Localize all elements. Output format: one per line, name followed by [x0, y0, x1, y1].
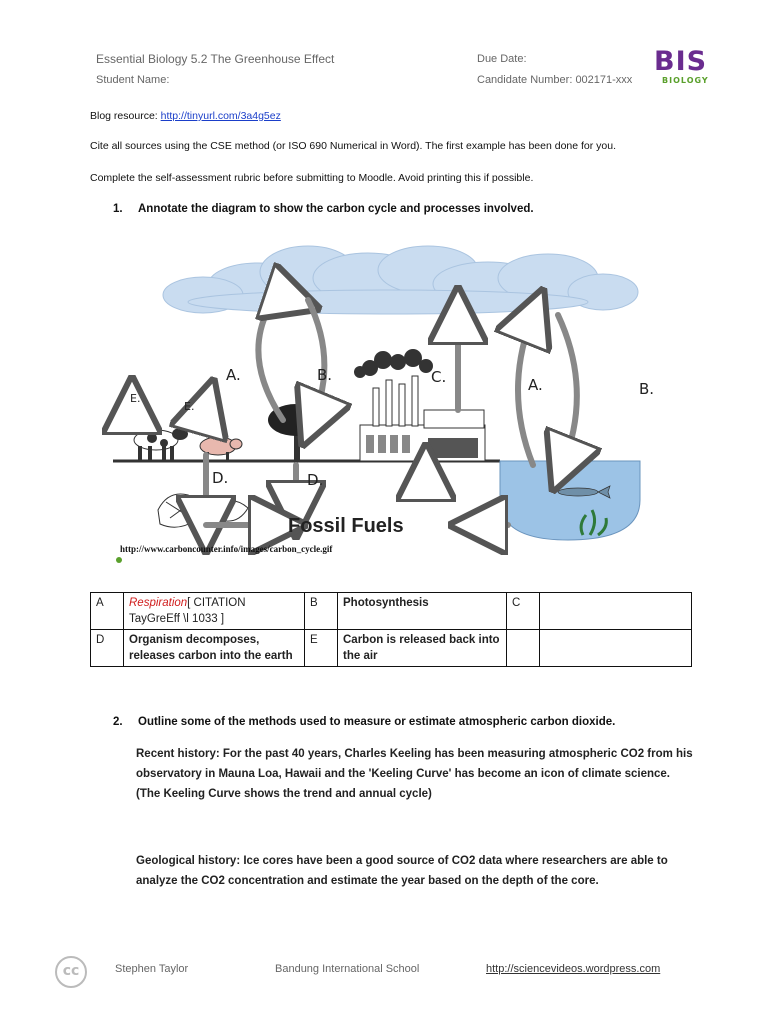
footer-school: Bandung International School [275, 963, 420, 975]
question-1-text: Annotate the diagram to show the carbon cycle and processes involved. [138, 203, 534, 215]
logo-text: BIS [654, 46, 708, 77]
cite-instructions: Cite all sources using the CSE method (or ISO 690 Numerical in Word). The first example has been done for you. [90, 140, 617, 152]
footer-url-link[interactable]: http://sciencevideos.wordpress.com [486, 963, 661, 975]
label-e-right: E. [184, 400, 195, 413]
blog-resource-line [90, 110, 281, 122]
label-b-left: B. [317, 366, 333, 384]
carbon-cycle-diagram [108, 240, 655, 565]
cc-icon: cc [55, 956, 87, 988]
document-title: Essential Biology 5.2 The Greenhouse Effect [96, 52, 335, 66]
label-a-left: A. [226, 366, 241, 384]
table-cell-d[interactable]: Organism decomposes, releases carbon into the earth [124, 630, 305, 667]
label-a-right: A. [528, 376, 543, 394]
table-key-d: D [91, 630, 124, 667]
footer-author: Stephen Taylor [115, 963, 189, 975]
table-key-f [507, 630, 540, 667]
cloud [163, 246, 638, 314]
table-row [91, 593, 692, 630]
recent-history-paragraph: Recent history: For the past 40 years, Charles Keeling has been measuring atmospheric CO2 from his observatory in Mauna Loa, Hawaii and the 'Keeling Curve' has become an icon of climate science. (The Keeling Curve shows the trend and annual cycle) [136, 748, 693, 800]
table-cell-c[interactable] [540, 593, 692, 630]
label-d-left: D. [212, 469, 229, 487]
label-e-left: E. [130, 392, 141, 405]
question-2-number: 2. [113, 716, 123, 728]
small-green-icon [116, 557, 122, 563]
logo-subtext: BIOLOGY [662, 76, 709, 85]
geological-history-paragraph: Geological history: Ice cores have been a good source of CO2 data where researchers are able to analyze the CO2 concentration and estimate the year based on the depth of the core. [136, 855, 668, 887]
table-key-a: A [91, 593, 124, 630]
table-key-e: E [305, 630, 338, 667]
student-name-label: Student Name: [96, 74, 170, 86]
factory-icon [354, 349, 485, 461]
label-b-right: B. [639, 380, 655, 398]
table-cell-f[interactable] [540, 630, 692, 667]
fossil-fuels-label: Fossil Fuels [288, 515, 404, 537]
bis-biology-logo [654, 48, 714, 92]
complete-instructions: Complete the self-assessment rubric before submitting to Moodle. Avoid printing this if possible. [90, 172, 534, 184]
table-cell-e[interactable]: Carbon is released back into the air [338, 630, 507, 667]
table-key-c: C [507, 593, 540, 630]
blog-resource-label: Blog resource: [90, 110, 161, 122]
question-2-text: Outline some of the methods used to measure or estimate atmospheric carbon dioxide. [138, 716, 616, 728]
answer-table [90, 592, 692, 667]
cow-icon [134, 428, 188, 460]
citation-field: [ CITATION TayGreEff \l 1033 ] [129, 597, 246, 625]
ocean [500, 461, 640, 540]
table-cell-a[interactable] [124, 593, 305, 630]
candidate-number-label: Candidate Number: 002171-xxx [477, 74, 633, 86]
table-row [91, 630, 692, 667]
diagram-source-url: http://www.carboncounter.info/images/carbon_cycle.gif [120, 544, 333, 554]
label-d-right: D. [307, 471, 324, 489]
question-1-number: 1. [113, 203, 123, 215]
respiration-text: Respiration [129, 597, 188, 609]
blog-resource-link[interactable]: http://tinyurl.com/3a4g5ez [160, 110, 281, 122]
table-key-b: B [305, 593, 338, 630]
table-cell-b[interactable]: Photosynthesis [338, 593, 507, 630]
due-date-label: Due Date: [477, 53, 527, 65]
label-c: C. [431, 368, 447, 386]
